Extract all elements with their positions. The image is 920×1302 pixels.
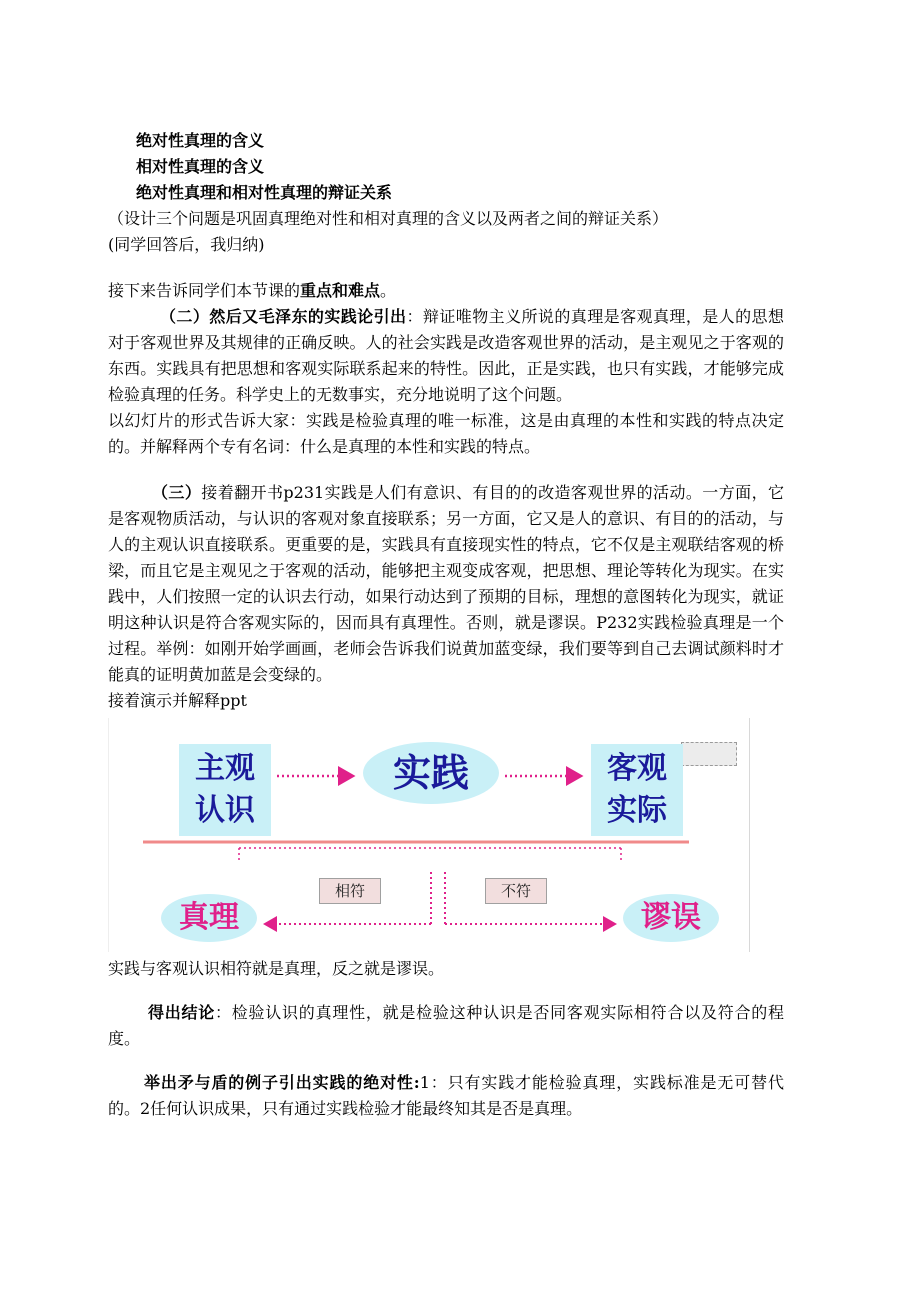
section-2-heading: （二）然后又毛泽东的实践论引出	[160, 307, 407, 326]
section-2-body: ：辩证唯物主义所说的真理是客观真理，是人的思想对于客观世界及其规律的正确反映。人的社会实践是改造客观世界的活动，是主观见之于客观的东西。实践具有把思想和客观实际联系起来的特性。因此，正是实践，也只有实践，才能够完成检验真理的任务。科学史上的无数事实，充分地说明了这个问题。	[108, 307, 784, 404]
section-3-heading: （三）	[152, 483, 202, 502]
conclusion-body: ：检验认识的真理性，就是检验这种认识是否同客观实际相符合以及符合的程度。	[108, 1003, 784, 1048]
conclusion-paragraph	[108, 1000, 784, 1052]
practice-oval: 实践	[363, 742, 499, 804]
subjective-line-2: 认识	[195, 793, 255, 828]
question-2: 相对性真理的含义	[136, 157, 265, 176]
practice-truth-diagram	[108, 718, 750, 952]
objective-line-2: 实际	[607, 793, 667, 828]
absolute-paragraph	[108, 1070, 784, 1122]
subjective-cognition-box	[179, 744, 271, 836]
mismatch-tag: 不符	[485, 878, 547, 904]
absolute-body: 1：只有实践才能检验真理，实践标准是无可替代的。2任何认识成果，只有通过实践检验才能最终知其是否是真理。	[108, 1073, 784, 1118]
subjective-line-1: 主观	[195, 751, 255, 786]
objective-reality-box	[591, 744, 683, 836]
slide-note: 以幻灯片的形式告诉大家：实践是检验真理的唯一标准，这是由真理的本性和实践的特点决定的。并解释两个专有名词：什么是真理的本性和实践的特点。	[108, 411, 784, 456]
question-3: 绝对性真理和相对性真理的辩证关系	[136, 183, 393, 202]
answer-note: (同学回答后，我归纳)	[108, 235, 265, 254]
diagram-caption: 实践与客观认识相符就是真理，反之就是谬误。	[108, 959, 445, 978]
intro-bold: 重点和难点	[300, 281, 381, 300]
section-3-paragraph	[108, 480, 784, 688]
section-3-body: 接着翻开书p231实践是人们有意识、有目的的改造客观世界的活动。一方面，它是客观物质活动，与认识的客观对象直接联系；另一方面，它又是人的意识、有目的的活动，与人的主观认识直接联系。更重要的是，实践具有直接现实性的特点，它不仅是主观联结客观的桥梁，而且它是主观见之于客观的活动，能够把主观变成客观，把思想、理论等转化为现实。在实践中，人们按照一定的认识去行动，如果行动达到了预期的目标，理想的意图转化为现实，就证明这种认识是符合客观实际的，因而具有真理性。否则，就是谬误。P232实践检验真理是一个过程。举例：如刚开始学画画，老师会告诉我们说黄加蓝变绿，我们要等到自己去调试颜料时才能真的证明黄加蓝是会变绿的。	[108, 483, 784, 684]
demo-note: 接着演示并解释ppt	[108, 691, 247, 710]
match-tag: 相符	[319, 878, 381, 904]
section-2-paragraph	[108, 304, 784, 408]
conclusion-label: 得出结论	[148, 1003, 216, 1022]
truth-oval: 真理	[161, 894, 257, 942]
intro-line	[108, 278, 784, 304]
dashed-placeholder	[681, 742, 737, 766]
absolute-label: 举出矛与盾的例子引出实践的绝对性:	[144, 1073, 420, 1092]
design-note: （设计三个问题是巩固真理绝对性和相对真理的含义以及两者之间的辩证关系）	[108, 209, 669, 228]
intro-after: 。	[380, 281, 397, 300]
question-1: 绝对性真理的含义	[136, 131, 265, 150]
error-oval: 谬误	[623, 894, 719, 942]
intro-before: 接下来告诉同学们本节课的	[108, 281, 301, 300]
document-body	[108, 128, 784, 1122]
objective-line-1: 客观	[607, 751, 667, 786]
